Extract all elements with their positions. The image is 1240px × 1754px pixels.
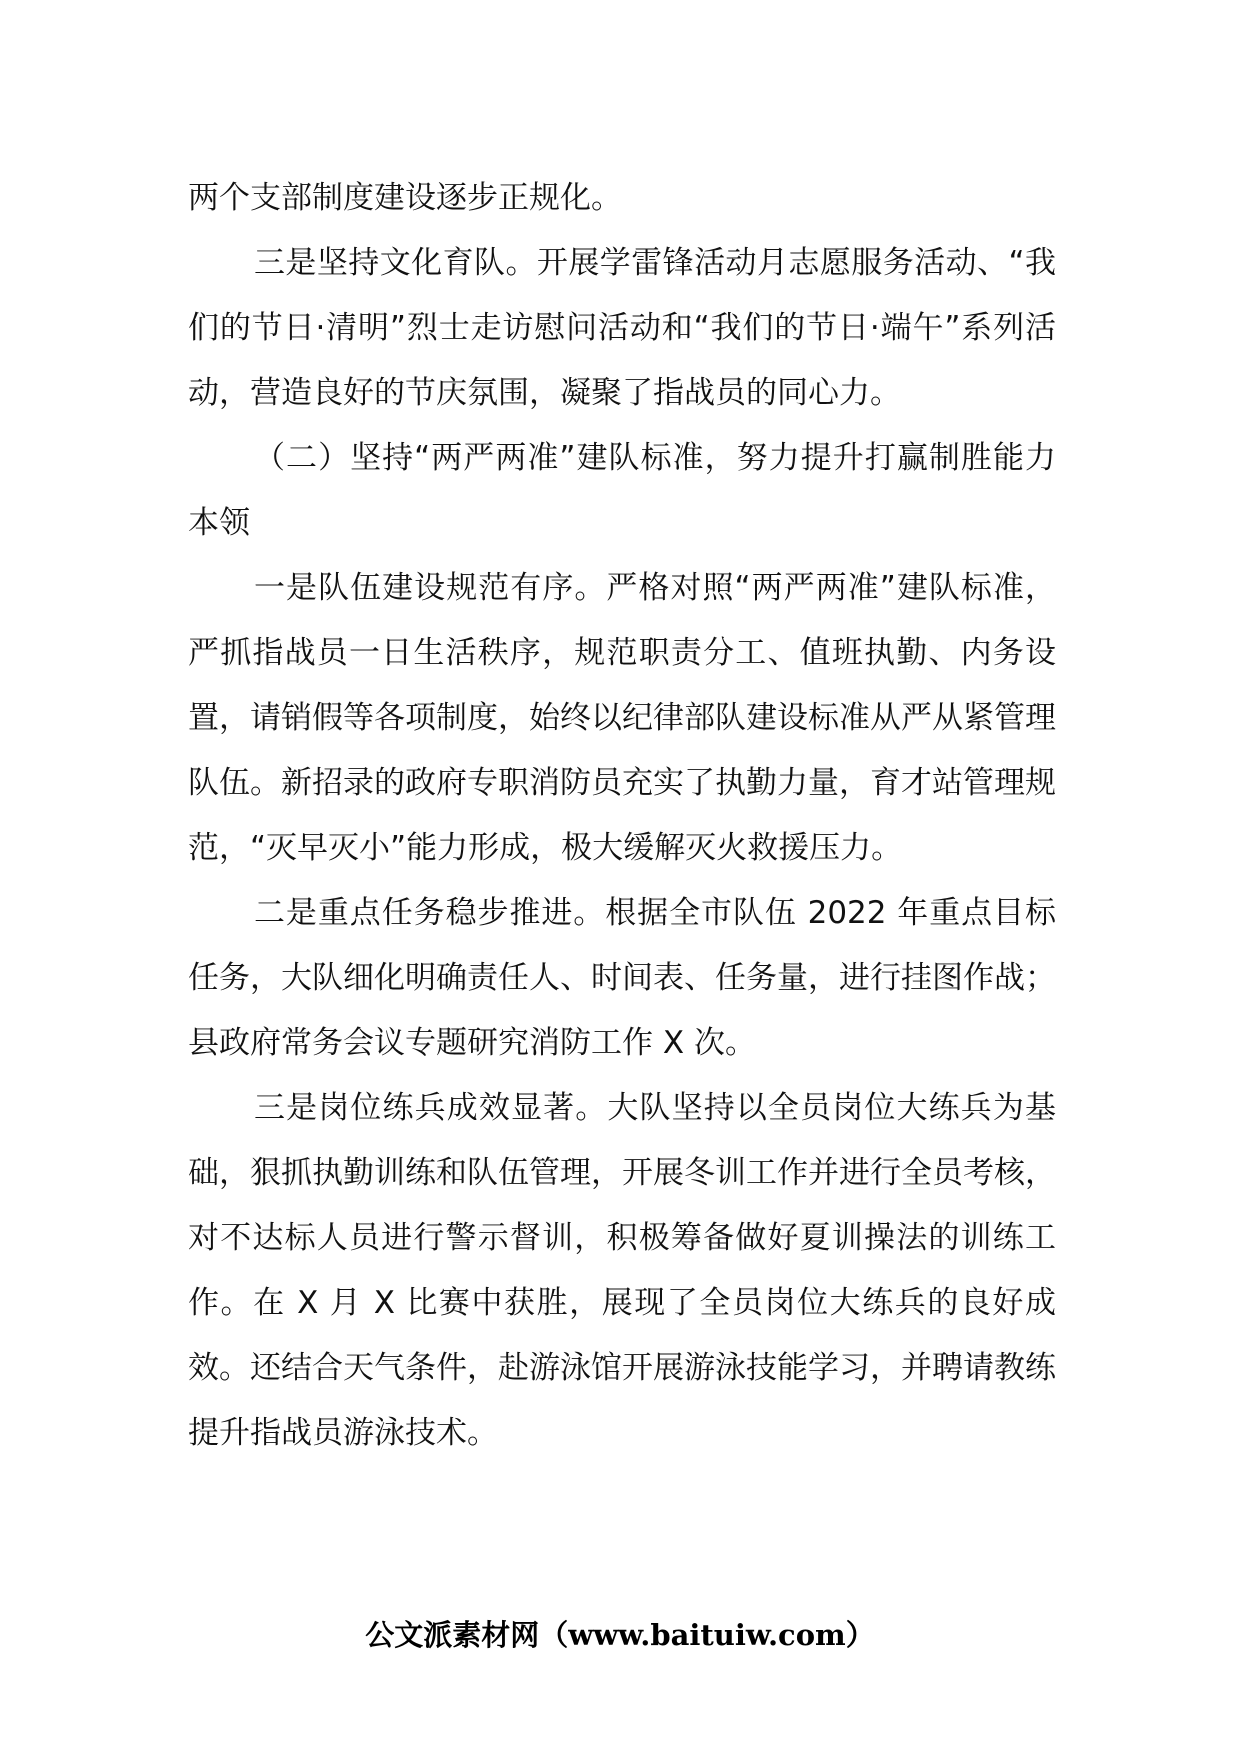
document-body [188, 166, 1056, 1466]
paragraph-continuation: 两个支部制度建设逐步正规化。 [188, 180, 622, 216]
paragraph-key-tasks: 二是重点任务稳步推进。根据全市队伍 2022 年重点目标任务，大队细化明确责任人、时间表、任务量，进行挂图作战；县政府常务会议专题研究消防工作 X 次。 [188, 895, 1056, 1061]
footer-watermark: 公文派素材网（www.baituiw.com） [365, 1618, 875, 1652]
section-heading-2: （二）坚持“两严两准”建队标准，努力提升打赢制胜能力本领 [188, 440, 1056, 541]
paragraph-training: 三是岗位练兵成效显著。大队坚持以全员岗位大练兵为基础，狠抓执勤训练和队伍管理，开展冬训工作并进行全员考核，对不达标人员进行警示督训，积极筹备做好夏训操法的训练工作。在 X 月 X 比赛中获胜，展现了全员岗位大练兵的良好成效。还结合天气条件，赴游泳馆开展游泳技能学习，并聘请教练提升指战员游泳技术。 [188, 1090, 1056, 1451]
paragraph-culture: 三是坚持文化育队。开展学雷锋活动月志愿服务活动、“我们的节日·清明”烈士走访慰问活动和“我们的节日·端午”系列活动，营造良好的节庆氛围，凝聚了指战员的同心力。 [188, 245, 1056, 411]
paragraph-team-building: 一是队伍建设规范有序。严格对照“两严两准”建队标准，严抓指战员一日生活秩序，规范职责分工、值班执勤、内务设置，请销假等各项制度，始终以纪律部队建设标准从严从紧管理队伍。新招录的政府专职消防员充实了执勤力量，育才站管理规范，“灭早灭小”能力形成，极大缓解灭火救援压力。 [188, 570, 1056, 866]
